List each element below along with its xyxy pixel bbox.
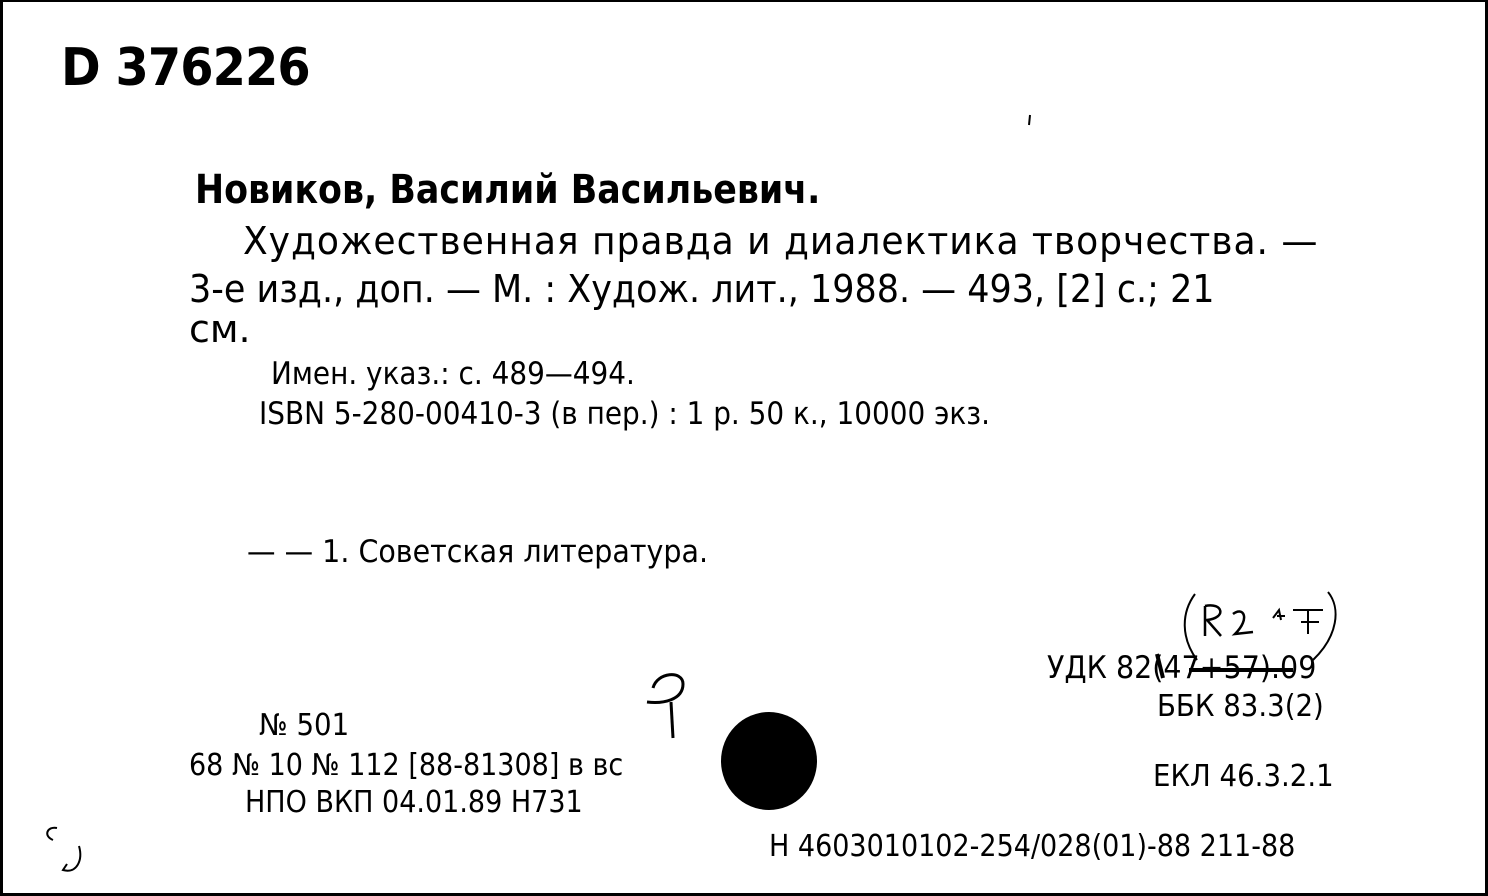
subject-heading: — — 1. Советская литература. [247, 534, 709, 570]
corner-scribble-icon [33, 820, 93, 880]
title-statement-line-2: 3-е изд., доп. — М. : Худож. лит., 1988. — 493, [2] с.; 21 [189, 267, 1215, 311]
author-heading: Новиков, Василий Васильевич. [195, 167, 821, 213]
order-line: 68 № 10 № 112 [88-81308] в вс [189, 748, 624, 783]
punch-hole [721, 712, 817, 810]
speck-mark [1027, 114, 1033, 126]
call-number: D 376226 [61, 38, 310, 98]
card-number: № 501 [259, 708, 350, 743]
title-statement-line-3: см. [189, 307, 251, 351]
publisher-code: Н 4603010102-254/028(01)-88 211-88 [769, 829, 1296, 864]
printing-line: НПО ВКП 04.01.89 Н731 [245, 785, 583, 820]
handwritten-mark-icon [643, 666, 693, 742]
udc-code: УДК 82(47+57).09 [1047, 650, 1317, 686]
isbn-line: ISBN 5-280-00410-3 (в пер.) : 1 р. 50 к., 10000 экз. [259, 396, 990, 432]
ekl-code: ЕКЛ 46.3.2.1 [1153, 759, 1334, 794]
title-statement-line-1: Художественная правда и диалектика творчества. — [243, 219, 1319, 263]
strikethrough-mark [1153, 648, 1303, 688]
bbk-code: ББК 83.3(2) [1157, 689, 1324, 724]
index-note: Имен. указ.: с. 489—494. [271, 356, 635, 392]
